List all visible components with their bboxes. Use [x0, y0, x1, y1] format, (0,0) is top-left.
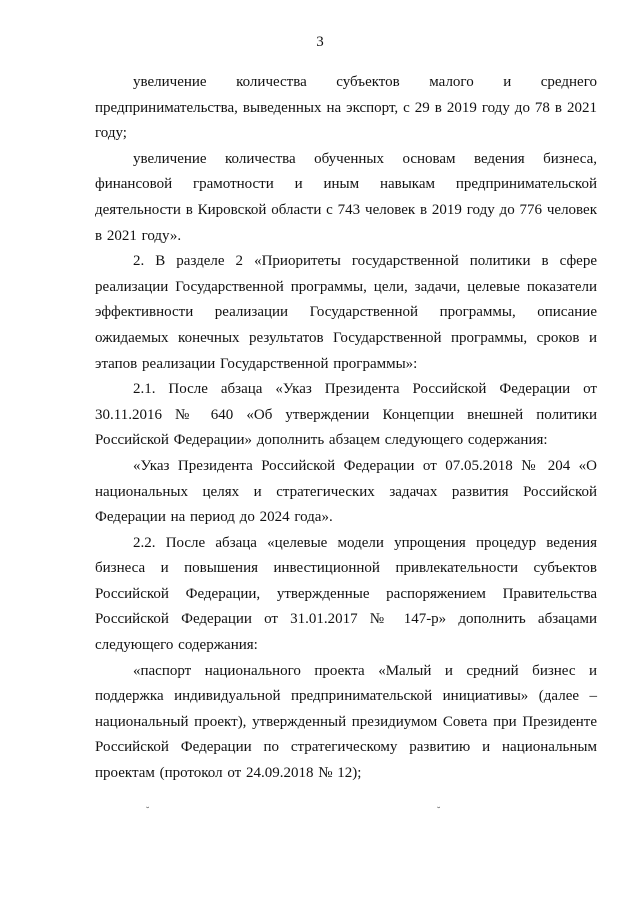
paragraph-4: 2.1. После абзаца «Указ Президента Российской Федерации от 30.11.2016 № 640 «Об утверждении Концепции внешней политики Российской Федерации» дополнить абзацем следующего содержания:	[95, 381, 597, 449]
paragraph-6: 2.2. После абзаца «целевые модели упрощения процедур ведения бизнеса и повышения инвестиционной привлекательности субъектов Российской Федерации, утвержденные распоряжением Правительства Российской Федерации от 31.01.2017 № 147-р» дополнить абзацами следующего содержания:	[95, 534, 597, 654]
scan-mark: ˘	[437, 806, 441, 817]
paragraph-1: увеличение количества субъектов малого и среднего предпринимательства, выведенных на экспорт, с 29 в 2019 году до 78 в 2021 году;	[95, 74, 597, 142]
paragraph-7: «паспорт национального проекта «Малый и средний бизнес и поддержка индивидуальной предпринимательской инициативы» (далее – национальный проект), утвержденный президиумом Совета при Президенте Российской Федерации по стратегическому развитию и национальным проектам (протокол от 24.09.2018 № 12);	[95, 662, 597, 782]
paragraph-3: 2. В разделе 2 «Приоритеты государственной политики в сфере реализации Государственной программы, цели, задачи, целевые показатели эффективности реализации Государственной программы, описание ожидаемых конечных результатов Государственной программы, сроков и этапов реализации Государственной программы»:	[95, 253, 597, 372]
page-number: 3	[316, 34, 324, 50]
paragraph-5: «Указ Президента Российской Федерации от 07.05.2018 № 204 «О национальных целях и стратегических задачах развития Российской Федерации на период до 2024 года».	[95, 457, 597, 526]
scan-mark: ˘	[146, 806, 150, 817]
paragraph-2: увеличение количества обученных основам ведения бизнеса, финансовой грамотности и иным навыкам предпринимательской деятельности в Кировской области с 743 человек в 2019 году до 776 человек в 2021 году».	[95, 150, 597, 244]
document-body	[95, 70, 597, 787]
